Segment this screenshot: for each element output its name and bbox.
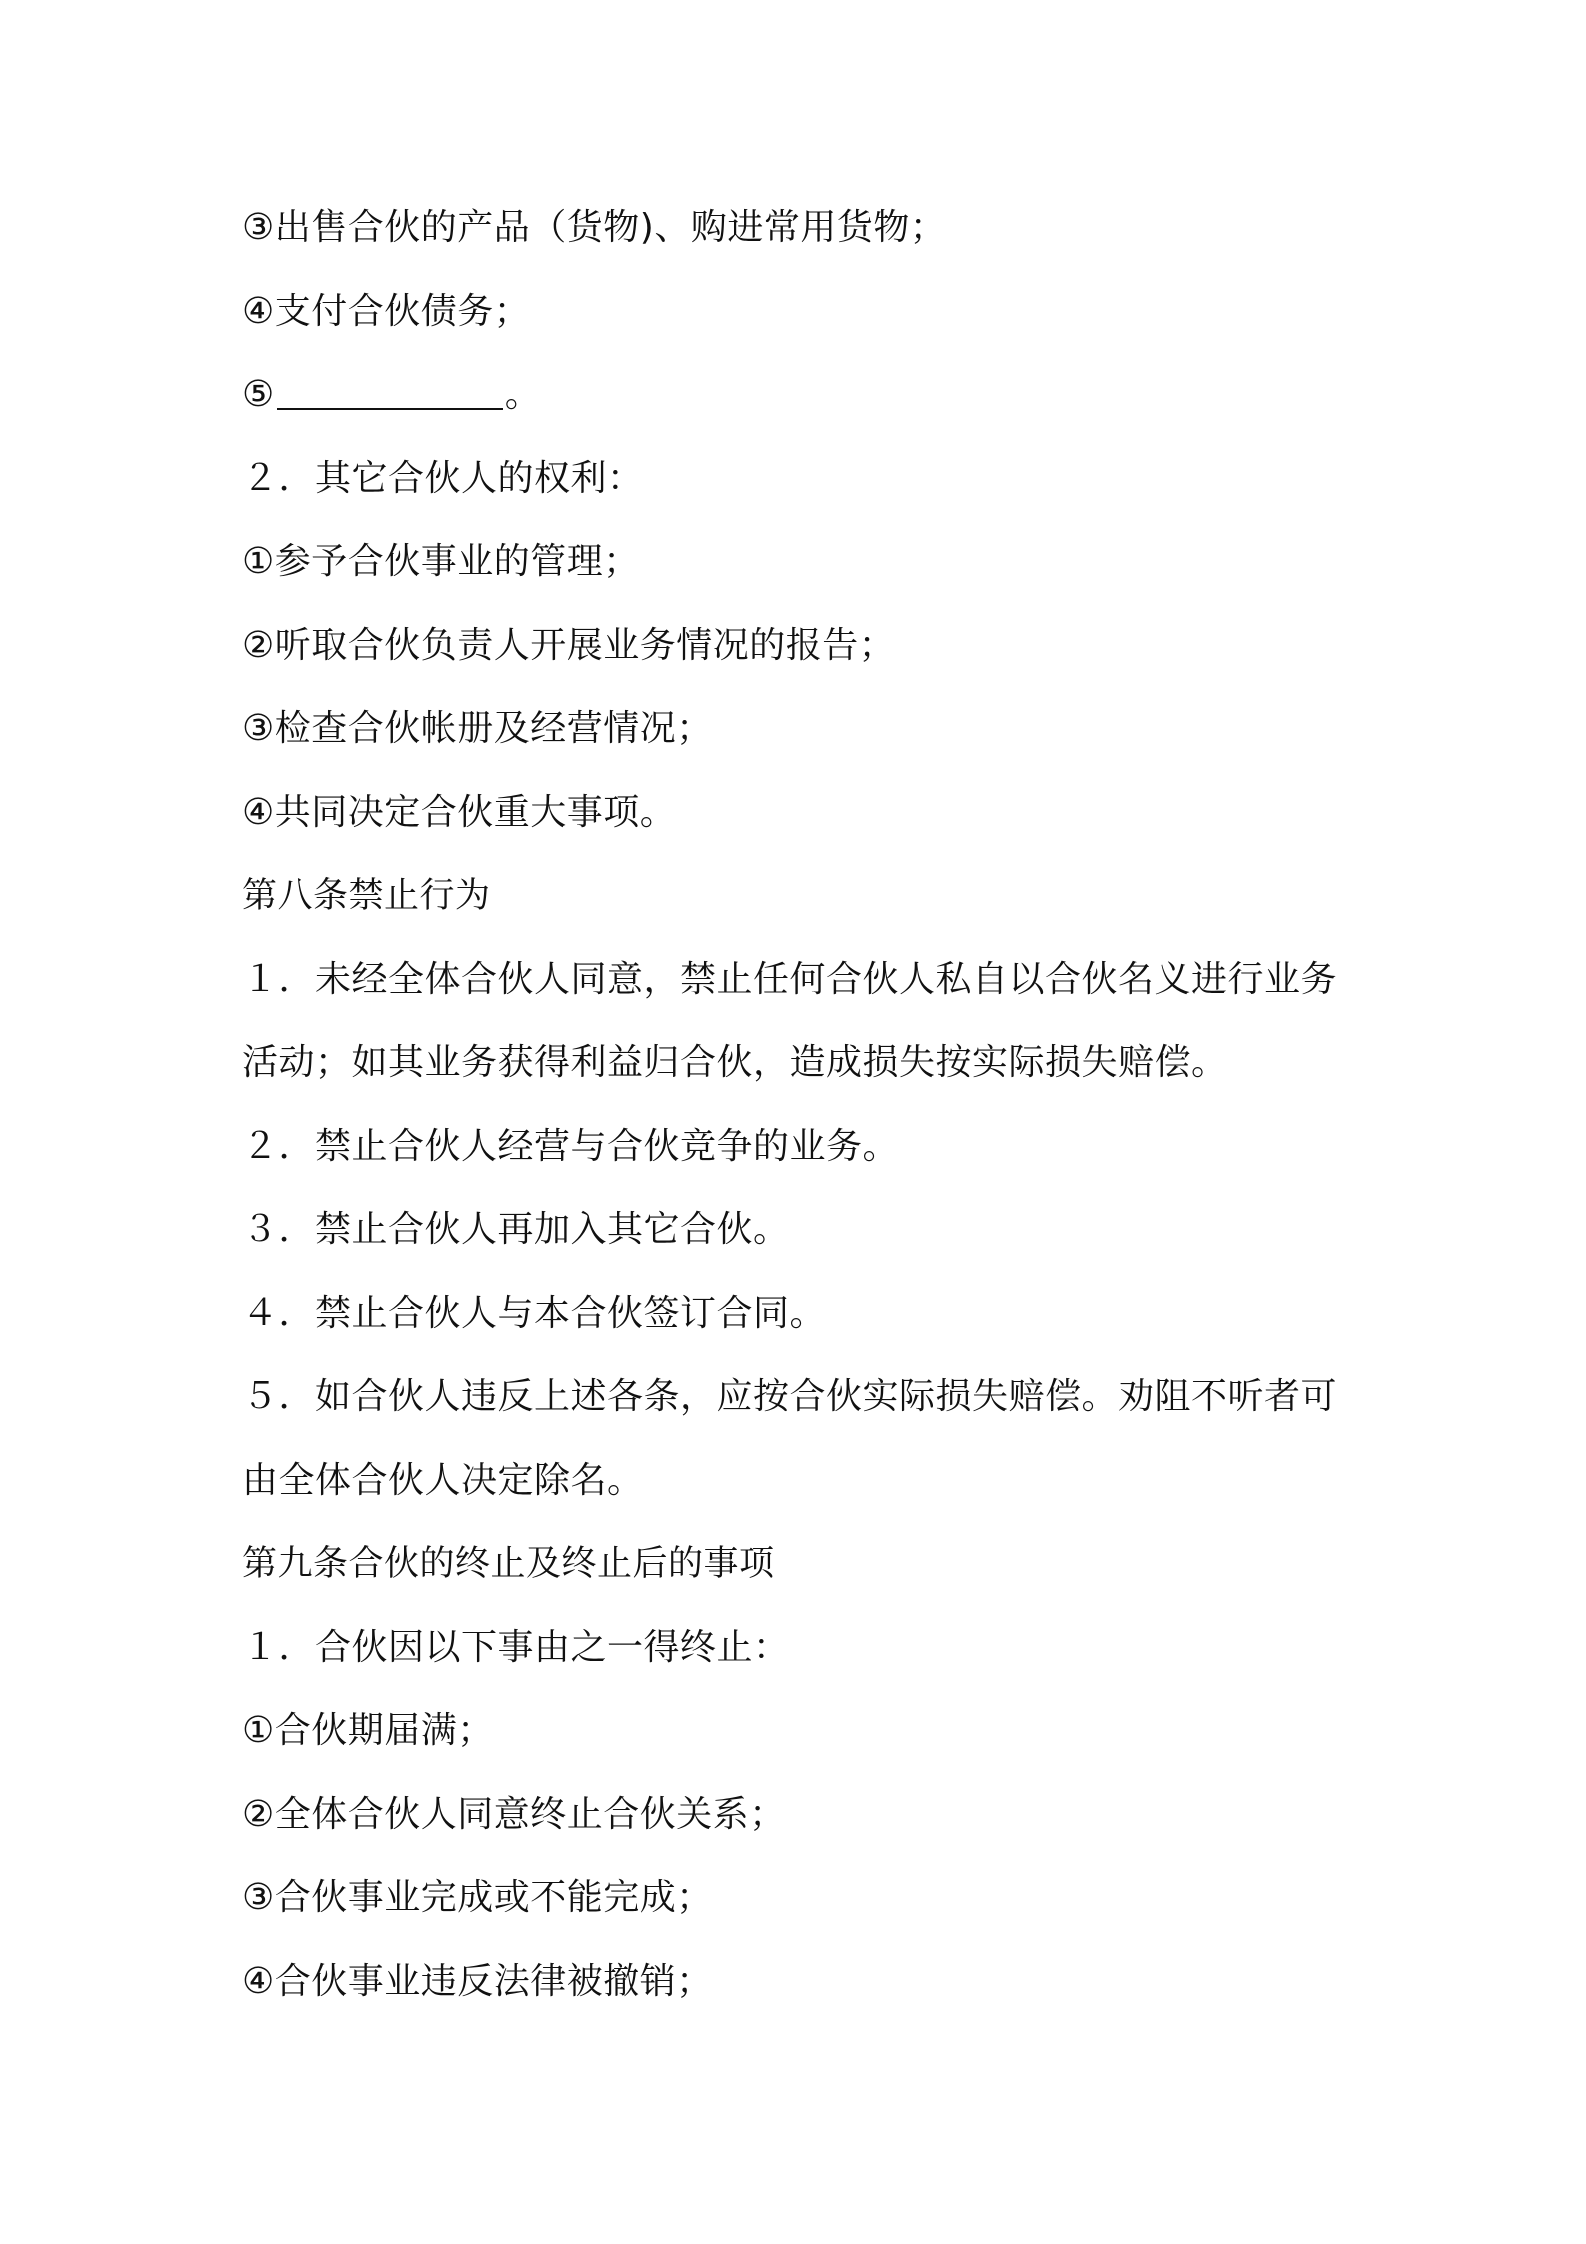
fill-in-blank <box>277 368 503 410</box>
paragraph-line: ④支付合伙债务； <box>242 290 531 332</box>
paragraph-line: ①参予合伙事业的管理； <box>242 541 640 582</box>
paragraph-line: ①合伙期届满； <box>242 1710 494 1751</box>
paragraph-line: ④合伙事业违反法律被撤销； <box>242 1960 713 2002</box>
document-body <box>242 198 1362 2035</box>
paragraph-line: ③出售合伙的产品（货物)、购进常用货物； <box>242 207 947 248</box>
paragraph-line: ③合伙事业完成或不能完成； <box>242 1877 713 1918</box>
paragraph-line: ②全体合伙人同意终止合伙关系； <box>242 1793 786 1835</box>
paragraph-line: １．合伙因以下事由之一得终止： <box>242 1626 790 1668</box>
paragraph-line: １．未经全体合伙人同意，禁止任何合伙人私自以合伙名义进行业务 <box>242 958 1338 1000</box>
paragraph-line: ２．其它合伙人的权利： <box>242 457 644 499</box>
paragraph-line: ②听取合伙负责人开展业务情况的报告； <box>242 624 896 666</box>
paragraph-line: ３．禁止合伙人再加入其它合伙。 <box>242 1209 790 1250</box>
paragraph-line: 活动；如其业务获得利益归合伙，造成损失按实际损失赔偿。 <box>242 1042 1228 1083</box>
paragraph-line: ４．禁止合伙人与本合伙签订合同。 <box>242 1292 827 1334</box>
item-number: ⑤ <box>242 374 275 415</box>
line-end-punctuation: 。 <box>504 374 542 415</box>
article-heading: 第八条禁止行为 <box>242 876 491 916</box>
paragraph-line: ２．禁止合伙人经营与合伙竞争的业务。 <box>242 1125 900 1167</box>
paragraph-line: ５．如合伙人违反上述各条，应按合伙实际损失赔偿。劝阻不听者可 <box>242 1376 1338 1417</box>
paragraph-line: ④共同决定合伙重大事项。 <box>242 791 677 833</box>
paragraph-line-with-blank <box>242 365 1362 449</box>
paragraph-line: 由全体合伙人决定除名。 <box>242 1459 644 1501</box>
article-heading: 第九条合伙的终止及终止后的事项 <box>242 1544 775 1584</box>
paragraph-line: ③检查合伙帐册及经营情况； <box>242 708 713 749</box>
